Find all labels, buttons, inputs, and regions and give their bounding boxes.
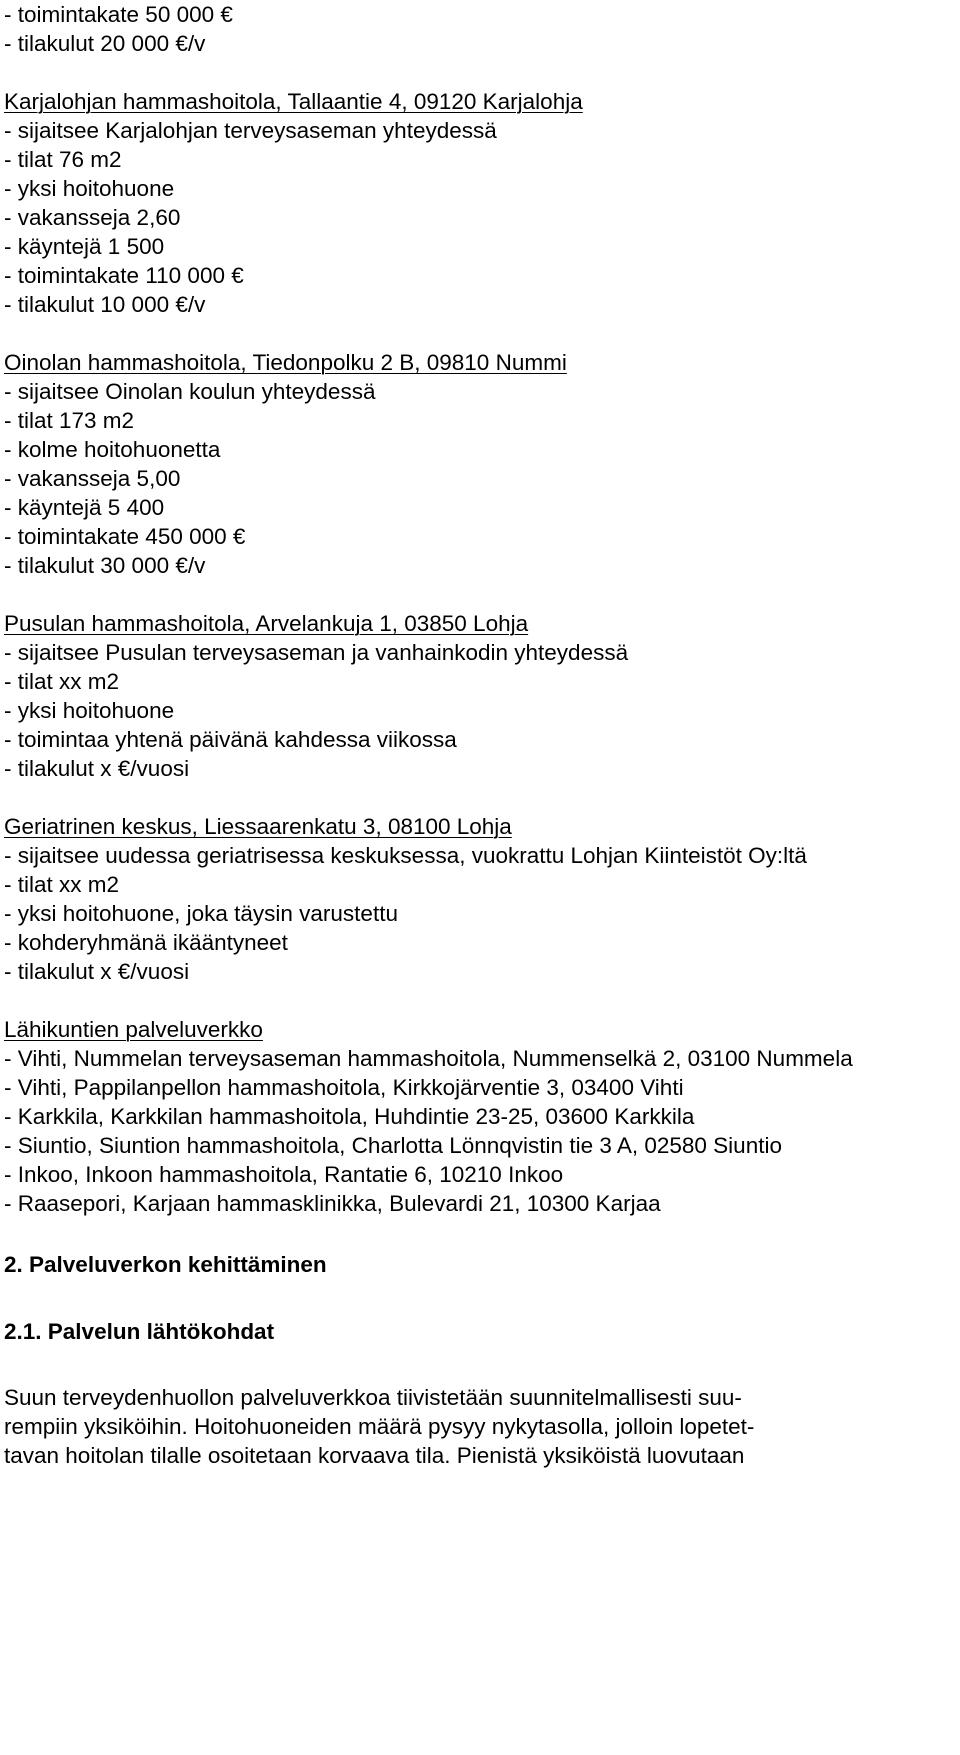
list-item: - tilat xx m2 [4,872,120,897]
list-item: - sijaitsee Pusulan terveysaseman ja vanhainkodin yhteydessä [4,640,629,665]
section-title: Oinolan hammashoitola, Tiedonpolku 2 B, 09810 Nummi [4,350,567,375]
section-title: Pusulan hammashoitola, Arvelankuja 1, 03850 Lohja [4,611,529,636]
list-item: - tilat 173 m2 [4,408,135,433]
intro-line: - tilakulut 20 000 €/v [4,31,206,56]
list-item: - kolme hoitohuonetta [4,437,221,462]
list-item: - sijaitsee uudessa geriatrisessa keskuksessa, vuokrattu Lohjan Kiinteistöt Oy:ltä [4,843,807,868]
list-item: - vakansseja 2,60 [4,205,181,230]
list-item: - Karkkila, Karkkilan hammashoitola, Huhdintie 23-25, 03600 Karkkila [4,1104,695,1129]
section-title: Lähikuntien palveluverkko [4,1017,263,1042]
section-lahikunnat [4,1015,954,1218]
paragraph-line: rempiin yksiköihin. Hoitohuoneiden määrä pysyy nykytasolla, jolloin lopetet- [4,1414,755,1439]
list-item: - sijaitsee Oinolan koulun yhteydessä [4,379,376,404]
list-item: - yksi hoitohuone [4,176,175,201]
list-item: - toimintakate 110 000 € [4,263,244,288]
heading-palveluverkon-kehittaminen: 2. Palveluverkon kehittäminen [4,1252,327,1277]
intro-line: - toimintakate 50 000 € [4,2,233,27]
list-item: - tilakulut 10 000 €/v [4,292,206,317]
document-page [4,0,954,1470]
list-item: - käyntejä 1 500 [4,234,165,259]
list-item: - Siuntio, Siuntion hammashoitola, Charlotta Lönnqvistin tie 3 A, 02580 Siuntio [4,1133,782,1158]
list-item: - yksi hoitohuone [4,698,175,723]
list-item: - käyntejä 5 400 [4,495,165,520]
list-item: - tilakulut x €/vuosi [4,756,190,781]
list-item: - Vihti, Nummelan terveysaseman hammashoitola, Nummenselkä 2, 03100 Nummela [4,1046,853,1071]
list-item: - tilakulut x €/vuosi [4,959,190,984]
body-paragraph [4,1383,954,1470]
list-item: - Raasepori, Karjaan hammasklinikka, Bulevardi 21, 10300 Karjaa [4,1191,661,1216]
list-item: - toimintaa yhtenä päivänä kahdessa viikossa [4,727,457,752]
list-item: - vakansseja 5,00 [4,466,181,491]
paragraph-line: tavan hoitolan tilalle osoitetaan korvaava tila. Pienistä yksiköistä luovutaan [4,1443,745,1468]
list-item: - sijaitsee Karjalohjan terveysaseman yhteydessä [4,118,497,143]
list-item: - tilat xx m2 [4,669,120,694]
section-pusula [4,609,954,783]
section-title: Geriatrinen keskus, Liessaarenkatu 3, 08100 Lohja [4,814,512,839]
section-geriatrinen [4,812,954,986]
list-item: - toimintakate 450 000 € [4,524,246,549]
list-item: - tilat 76 m2 [4,147,122,172]
section-karjalohja [4,87,954,319]
list-item: - tilakulut 30 000 €/v [4,553,206,578]
section-title: Karjalohjan hammashoitola, Tallaantie 4, 09120 Karjalohja [4,89,583,114]
heading-palvelun-lahtokohdat: 2.1. Palvelun lähtökohdat [4,1319,275,1344]
list-item: - Inkoo, Inkoon hammashoitola, Rantatie 6, 10210 Inkoo [4,1162,564,1187]
list-item: - kohderyhmänä ikääntyneet [4,930,288,955]
list-item: - Vihti, Pappilanpellon hammashoitola, Kirkkojärventie 3, 03400 Vihti [4,1075,684,1100]
paragraph-line: Suun terveydenhuollon palveluverkkoa tiivistetään suunnitelmallisesti suu- [4,1385,742,1410]
section-oinola [4,348,954,580]
intro-block [4,0,954,58]
list-item: - yksi hoitohuone, joka täysin varustettu [4,901,398,926]
